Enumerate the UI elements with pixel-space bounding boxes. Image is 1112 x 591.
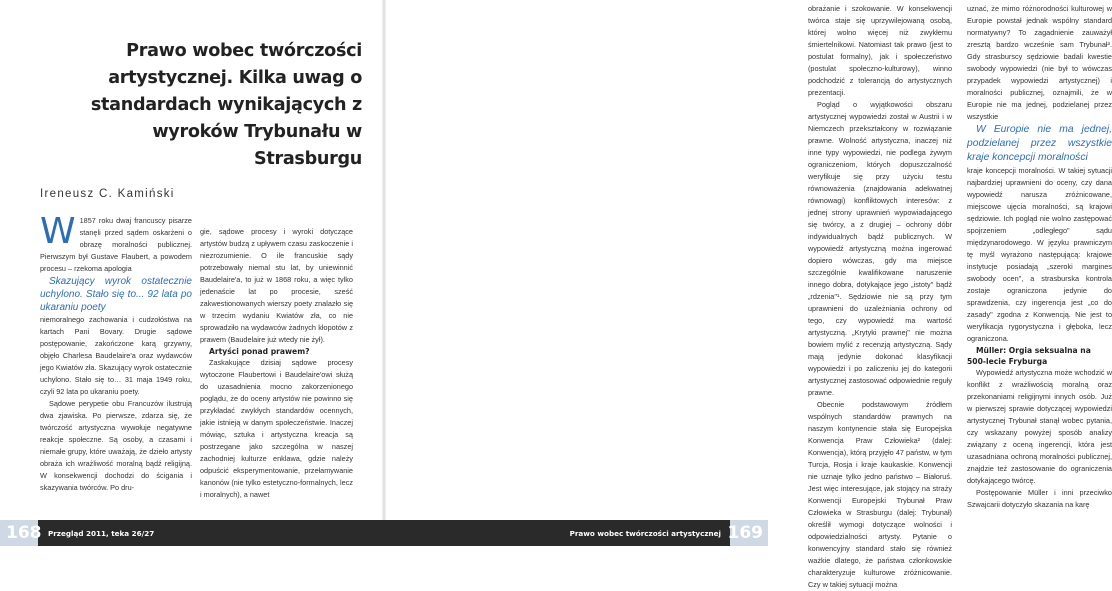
section-heading: Artyści ponad prawem? [209,347,310,356]
left-page [0,0,384,546]
body-paragraph: Sądowe perypetie obu Francuzów ilustrują dwa zjawiska. Po pierwsze, zdarza się, że twórczość artystyczna wywołuje negatywne reakcje społeczne. Są osoby, a czasami i niemałe grupy, które uważają, że dzieło artysty obraża ich wrażliwość moralną bądź religijną. W konsekwencji dochodzi do ścigania i skazywania twórców. Po dru- [40,399,192,492]
right-page [384,0,1112,589]
body-paragraph: Postępowanie Müller i inni przeciwko Szwajcarii dotyczyło skazania na karę [967,488,1112,509]
page-number-left: 168 [6,523,42,543]
left-column-1 [40,211,192,494]
footer-band-right [384,520,768,546]
body-paragraph: obrażanie i szokowanie. W konsekwencji twórca staje się uprzywilejowaną osobą, której wolno więcej niż zwykłemu śmiertelnikowi. Natomiast tak prawo (jest to postulat formalny), jak i społeczeństwo (postulat społeczno-kulturowy), winno podchodzić z tolerancją do artystycznych prezentacji. [808,4,952,97]
body-paragraph: Zaskakujące dzisiaj sądowe procesy wytoczone Flaubertowi i Baudelaire'owi służą do uzasadnienia mocno zakorzenionego poglądu, że do oceny artystów nie powinno się przykładać zwykłych standardów ocennych, jakie istnieją w danym społeczeństwie. Inaczej mówiąc, sztuka i artystyczna kreacja są postrzegane jako szczególna w naszej zachodniej kulturze enklawa, gdzie należy odpuścić eksperymentowanie, przełamywanie kanonów (nie tylko estetyczno-formalnych, lecz i moralnych), a nawet [200,358,353,499]
article-author: Ireneusz C. Kamiński [40,188,175,200]
pull-quote: W Europie nie ma jednej, podzielanej przez wszystkie kraje koncepcji moralności [967,124,1112,163]
pull-quote: Skazujący wyrok ostatecznie uchylono. Stało się to... 92 lata po ukaraniu poety [40,276,192,313]
right-column-1 [808,3,952,591]
footer-running-title: Prawo wobec twórczości artystycznej [569,529,721,538]
footer-band-left [0,520,384,546]
intro-paragraph: W 1857 roku dwaj francuscy pisarze stanęli przed sądem oskarżeni o obrazę moralności publicznej. Pierwszym był Gustave Flaubert, a powodem procesu – rzekoma apologia [40,211,192,273]
body-paragraph: gie, sądowe procesy i wyroki dotyczące artystów budzą z upływem czasu zaskoczenie i niezrozumienie. O ile francuskie sądy potrzebowały niemal stu lat, by uniewinnić Baudelaire'a, to już w 1868 roku, a więc tylko jedenaście lat po procesie, sześć zakwestionowanych wierszy poety znalazło się w trzecim wydaniu Kwiatów zła, co nie sprowadziło na wydawców żadnych kłopotów z prawem (Baudelaire już wtedy nie żył). [200,227,353,344]
footer-issue: Przegląd 2011, teka 26/27 [48,529,155,538]
body-paragraph: niemoralnego zachowania i cudzołóstwa na kartach Pani Bovary. Drugie sądowe postępowanie, zakończone karą grzywny, objęło Charlesa Baudelaire'a oraz wydawców jego Kwiatów zła. Skazujący wyrok ostatecznie uchylono. Stało się to… 31 maja 1949 roku, czyli 92 lata po ukaraniu poety. [40,315,192,396]
body-paragraph: kraje koncepcji moralności. W takiej sytuacji najbardziej uprawnieni do oceny, czy dana wypowiedź narusza zróżnicowane, miejscowe ujęcia moralności, są krajowi sędziowie. Ich pogląd nie wolno zastępować spojrzeniem „odległego" sądu międzynarodowego. W języku prawniczym tę myśl wyrażono następującą: krajowe instytucje posiadają „szeroki margines swobody ocen", a strasburska kontrola zostaje ograniczona jedynie do sprawdzenia, czy ingerencja jest „co do zasady" zgodna z Konwencją. Nie jest to weryfikacja rygorystyczna i głęboka, lecz ograniczona. [967,166,1112,343]
page-number-right: 169 [727,523,763,543]
drop-cap: W [40,211,76,252]
body-paragraph: Pogląd o wyjątkowości obszaru artystycznej wypowiedzi został w Austrii i w Niemczech przekształcony w rozwiązanie prawne. Wolność artystyczna, inaczej niż inne typy wypowiedzi, nie podlega żywym ograniczeniom, których dopuszczalność weryfikuje się przy użyciu testu równoważenia (znajdowania adekwatnej równowagi) konfliktowych interesów: z jednej strony uprawnień wypowiadającego się twórcy, a z drugiej – ochrony dóbr indywidualnych bądź publicznych. W wypowiedź artystyczną można ingerować dopiero wówczas, gdy ma miejsce szczególnie kwalifikowane naruszenie innego dobra, dotykające jego „istoty" bądź „rdzenia"¹. Sędziowie nie są przy tym uprawnieni do uzależniania ochrony od tego, czy wypowiedź ma wartość artystyczną. „Krytyki prawnej" nie można bowiem mylić z recenzją artystyczną. Sądy mają jedynie dokonać klasyfikacji wypowiedzi i po zaliczeniu jej do kategorii artystycznej zastosować odpowiednie reguły prawne. [808,100,952,397]
right-column-2 [967,3,1112,511]
body-paragraph: Obecnie podstawowym źródłem wspólnych standardów prawnych na naszym kontynencie stała się Europejska Konwencja Praw Człowieka² (dalej: Konwencja), którą przyjęło 47 państw, w tym Turcja, Rosja i kraje kaukaskie. Konwencji nie uznaje tylko jedno państwo – Białoruś. Jest więc interesujące, jak stojący na straży Konwencji Europejski Trybunał Praw Człowieka w Strasburgu (dalej: Trybunał) określił wymogi dotyczące wolności i odpowiedzialności artysty. Pytanie o konwencyjny standard stało się również ważkie dlatego, że państwa członkowskie charakteryzuje kulturowe zróżnicowanie. Czy w takiej sytuacji można [808,400,952,589]
body-paragraph: Wypowiedź artystyczna może wchodzić w konflikt z wrażliwością moralną oraz przekonaniami religijnymi innych osób. Już w pierwszej sprawie dotyczącej wypowiedzi artystycznej Trybunał stanął wobec pytania, czy wskazany powyżej sposób analizy związany z oceną ingerencji, która jest uzasadniana ochroną moralności publicznej, znajdzie też zastosowanie do ograniczenia dotykającego twórcę. [967,368,1112,485]
body-paragraph: uznać, że mimo różnorodności kulturowej w Europie powstał jednak wspólny standard normatywny? To zagadnienie zauważył zresztą bardzo wcześnie sam Trybunał³. Gdy strasburscy sędziowie badali kwestie swobody wypowiedzi (nie był to wówczas przypadek wypowiedzi artystycznej) i moralności publicznej, oznajmili, że w Europie nie ma jednej, podzielanej przez wszystkie [967,4,1112,121]
left-column-2 [200,226,353,501]
section-heading: Müller: Orgia seksualna na 500-lecie Fryburga [967,346,1091,366]
article-title: Prawo wobec twórczości artystycznej. Kilka uwag o standardach wynikających z wyroków Trybunału w Strasburgu [90,41,362,169]
